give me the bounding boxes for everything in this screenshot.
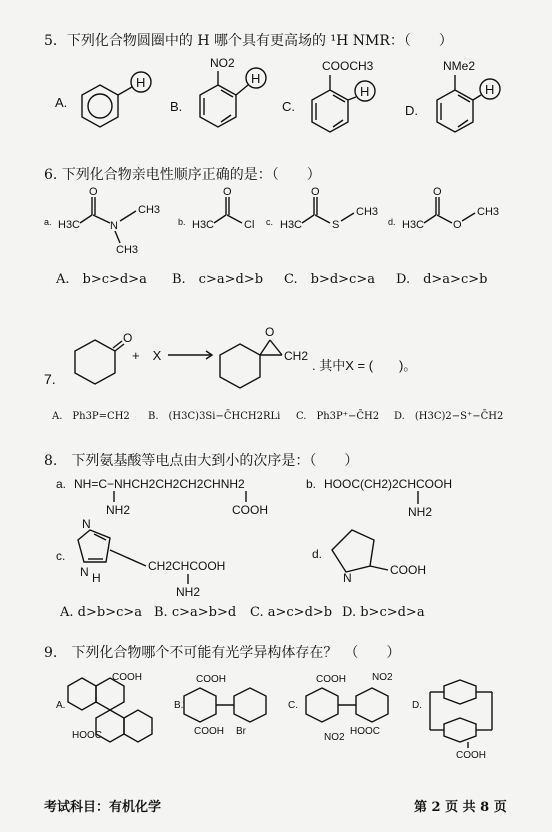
svg-text:N: N (82, 517, 91, 531)
svg-text:COOH: COOH (456, 750, 486, 761)
q7-reaction (0, 320, 552, 390)
svg-text:H3C: H3C (192, 219, 215, 231)
aromatic-circle (88, 94, 112, 118)
q6-label-c: c. (266, 217, 274, 227)
svg-text:CH3: CH3 (116, 244, 139, 256)
q6-option-d: D. d>a>c>b (396, 272, 488, 287)
svg-text:c.: c. (56, 549, 66, 563)
no2-group: NO2 (210, 56, 235, 70)
svg-text:COOH: COOH (316, 674, 346, 685)
q6-label-d: d. (388, 217, 396, 227)
svg-text:b.: b. (306, 477, 317, 491)
svg-text:HOOC: HOOC (350, 726, 380, 737)
q6-structures (0, 185, 552, 255)
svg-text:CH2: CH2 (284, 349, 309, 363)
svg-text:O: O (223, 186, 232, 198)
svg-text:H3C: H3C (58, 219, 81, 231)
svg-text:COOH: COOH (390, 563, 426, 577)
svg-text:CH3: CH3 (356, 206, 379, 218)
page-number: 第 2 页 共 8 页 (414, 800, 507, 815)
q7-number: 7. (44, 371, 56, 387)
q7-option-c: C. Ph3P⁺−C̄H2 (296, 411, 380, 422)
svg-text:O: O (311, 186, 320, 198)
cooch3-group: COOCH3 (322, 59, 374, 73)
q5-label-b: B. (170, 99, 183, 114)
svg-text:NH2: NH2 (408, 505, 433, 519)
svg-text:B.: B. (174, 700, 184, 711)
q6-option-a: A. b>c>d>a (56, 272, 147, 287)
svg-text:CH3: CH3 (477, 206, 500, 218)
q8-option-a: A. d>b>c>a (60, 605, 143, 620)
imidazole-ring (78, 530, 110, 562)
svg-text:COOH: COOH (232, 503, 268, 517)
q5-label-c: C. (282, 99, 295, 114)
cyclohexanone-ring (75, 340, 115, 384)
svg-text:N: N (110, 220, 118, 232)
svg-text:NH2: NH2 (176, 585, 201, 599)
q8-option-b: B. c>a>b>d (154, 605, 237, 620)
q5-label-a: A. (55, 95, 68, 110)
svg-text:COOH: COOH (196, 674, 226, 685)
q6-stem: 6. 下列化合物亲电性顺序正确的是：（ ） (44, 167, 321, 183)
q8-structures (0, 470, 552, 620)
svg-text:N: N (343, 571, 352, 585)
nme2-group: NMe2 (443, 59, 476, 73)
arginine-formula: NH=C−NHCH2CH2CH2CHNH2 (74, 477, 245, 491)
q5-stem: 5．下列化合物圆圈中的 H 哪个具有更高场的 ¹H NMR：（ ） (44, 33, 453, 49)
q8-option-d: D. b>c>d>a (342, 605, 425, 620)
q7-option-b: B. (H3C)3Si−C̄HCH2RLi (148, 411, 281, 422)
q6-option-c: C. b>d>c>a (284, 272, 375, 287)
exam-subject: 考试科目：有机化学 (44, 800, 162, 815)
q6-option-b: B. c>a>d>b (172, 272, 264, 287)
pyrrolidine-ring (332, 530, 374, 572)
svg-text:O: O (89, 186, 98, 198)
q7-tail: . 其中X = ( )。 (312, 358, 417, 373)
q8-option-c: C. a>c>d>b (250, 605, 333, 620)
q7-plus-x: + X (132, 348, 162, 363)
q5-label-d: D. (405, 103, 418, 118)
svg-text:COOH: COOH (194, 726, 224, 737)
svg-text:H: H (92, 571, 101, 585)
glutamic-acid-formula: HOOC(CH2)2CHCOOH (324, 477, 453, 491)
svg-text:CH3: CH3 (138, 204, 161, 216)
svg-text:d.: d. (312, 547, 323, 561)
svg-text:O: O (453, 219, 462, 231)
svg-text:NH2: NH2 (106, 503, 131, 517)
svg-text:H: H (485, 82, 495, 97)
svg-text:C.: C. (288, 700, 298, 711)
svg-text:a.: a. (56, 477, 67, 491)
svg-text:Cl: Cl (244, 219, 255, 231)
epoxide-ring (220, 344, 260, 388)
svg-text:N: N (80, 565, 89, 579)
svg-text:NO2: NO2 (324, 732, 345, 743)
svg-text:A.: A. (56, 700, 66, 711)
svg-text:Br: Br (236, 726, 246, 737)
svg-text:H3C: H3C (280, 219, 303, 231)
svg-text:H: H (136, 75, 146, 90)
q7-option-d: D. (H3C)2−S⁺−C̄H2 (394, 411, 504, 422)
svg-text:O: O (265, 325, 275, 339)
svg-text:CH2CHCOOH: CH2CHCOOH (148, 559, 226, 573)
q8-stem: 8. 下列氨基酸等电点由大到小的次序是：（ ） (44, 453, 359, 469)
svg-text:NO2: NO2 (372, 672, 393, 683)
svg-text:O: O (123, 331, 133, 345)
svg-text:H3C: H3C (402, 219, 425, 231)
svg-text:COOH: COOH (112, 672, 142, 683)
svg-text:S: S (332, 219, 340, 231)
svg-text:D.: D. (412, 700, 422, 711)
svg-text:O: O (433, 186, 442, 198)
q6-label-a: a. (44, 217, 52, 227)
svg-text:H: H (251, 71, 261, 86)
q9-structures (0, 668, 552, 778)
q7-option-a: A. Ph3P=CH2 (52, 411, 130, 422)
q9-stem: 9. 下列化合物哪个不可能有光学异构体存在？ （ ） (44, 645, 401, 661)
svg-text:H: H (360, 84, 370, 99)
q6-label-b: b. (178, 217, 186, 227)
svg-text:HOOC: HOOC (72, 730, 102, 741)
